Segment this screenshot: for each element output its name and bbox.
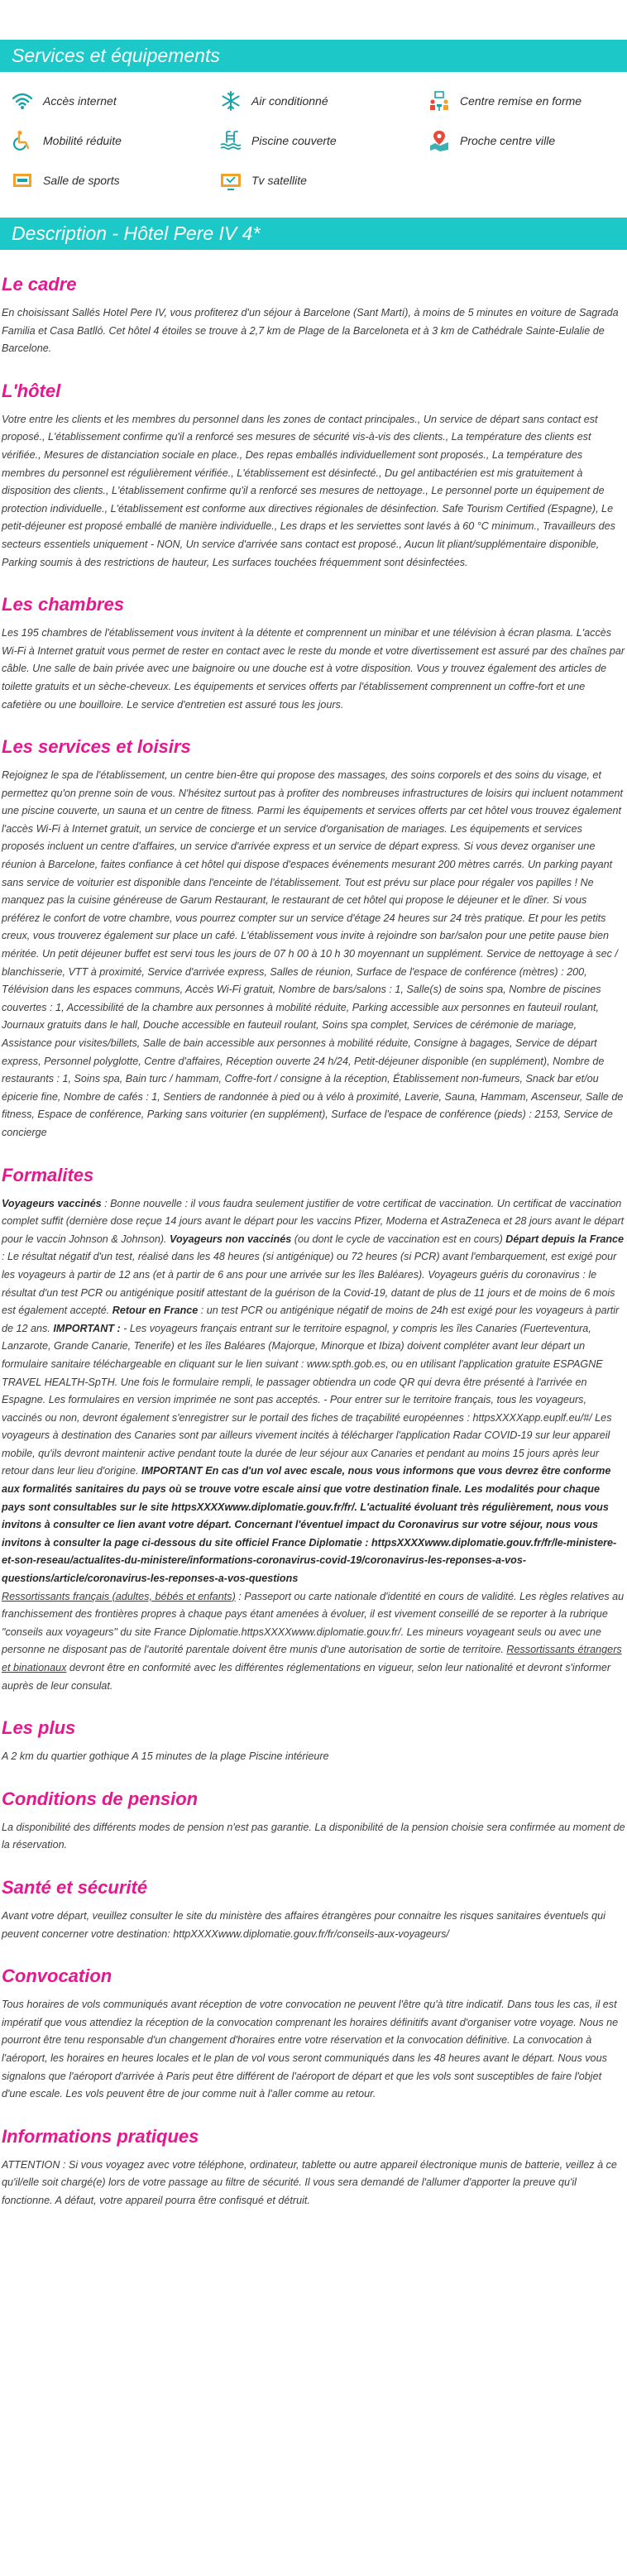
feature-satellite-tv xyxy=(218,166,427,194)
page xyxy=(0,40,627,2210)
feature-label: Accès internet xyxy=(43,94,117,108)
section-text-plus: A 2 km du quartier gothique A 15 minutes de la plage Piscine intérieure xyxy=(2,1750,329,1763)
feature-label: Piscine couverte xyxy=(251,134,337,147)
formalites-bold-vaccines: Voyageurs vaccinés xyxy=(2,1197,102,1209)
description-body xyxy=(0,273,627,2210)
meeting-room-icon xyxy=(427,89,452,113)
feature-internet xyxy=(10,87,218,115)
section-title-convocation: Convocation xyxy=(2,1966,112,1987)
section-text-sante: Avant votre départ, veuillez consulter le site du ministère des affaires étrangères pour connaitre les risques sanitaires éventuels qui peuvent concerner votre destination: httpXXXXwww.diplomatie.gouv.fr/fr/conseils-aux-voyageurs/ xyxy=(2,1909,605,1940)
formalites-bold-escale: IMPORTANT En cas d'un vol avec escale, nous vous informons que vous devrez être conforme aux formalités sanitaires du pays où se trouve votre escale ainsi que votre destination finale. Les modalités pour chaque pays sont consultables sur le site httpsXXXXwww.diplomatie.gouv.fr/fr/. L'actualité évoluant très régulièrement, nous vous invitons à consulter ce lien avant votre départ. Concernant l'éventuel impact du Coronavirus sur votre séjour, nous vous invitons à consulter la page ci-dessous du site officiel France Diplomatie : httpsXXXXwww.diplomatie.gouv.fr/fr/le-ministere-et-son-reseau/actualites-du-ministere/informations-coronavirus-covid-19/coronavirus-les-reponses-a-vos-questions/article/coronavirus-les-reponses-a-vos-questions xyxy=(2,1465,617,1585)
feature-gym xyxy=(10,166,218,194)
wheelchair-icon xyxy=(10,128,35,153)
tv-icon xyxy=(218,168,243,193)
formalites-text: : un test PCR ou antigénique négatif de moins de 24h est exigé pour les voyageurs à partir de 12 ans. xyxy=(2,1305,620,1334)
formalites-text: : Le résultat négatif d'un test, réalisé dans les 48 heures (si antigénique) ou 72 heures (si PCR) avant l'embarquement, est exigé pour les voyageurs à partir de 12 ans (et à partir de 6 ans pour une arrivée sur les îles Baléares). Voyageurs guéris du coronavirus : le résultat d'un test PCR ou antigénique positif attestant de la guérison de la Covid-19, datant de plus de 11 jours et de moins de 6 mois est également accepté. xyxy=(2,1251,617,1317)
feature-label: Salle de sports xyxy=(43,174,120,187)
section-text-convocation: Tous horaires de vols communiqués avant réception de votre convocation ne peuvent l'être qu'à titre indicatif. Dans tous les cas, il est impératif que vous attendiez la réception de la convocation comprenant les horaires définitifs avant d'organiser votre voyage. Nous ne pourront être tenu responsable d'un changement d'horaires entre votre réservation et la convocation définitive. La convocation à l'aéroport, les horaires en heures locales et le plan de vol vous seront communiqués dans les 48 heures avant le départ. Nous vous signalons que l'aéroport d'arrivée à Paris peut être différent de l'aéroport de départ et que les vols sont susceptibles de faire l'objet d'une escale. Les vols peuvent être de jour comme nuit à l'aller comme au retour. xyxy=(2,1999,619,2100)
formalites-text: - Les voyageurs français entrant sur le territoire espagnol, y compris les îles Canaries (Fuerteventura, Lanzarote, Grande Canarie, Tenerife) et les îles Baléares (Majorque, Minorque et Ibiza) doivent compléter avant leur départ un formulaire sanitaire téléchargeable en cliquant sur le lien suivant : www.spth.gob.es, ou en utilisant l'application gratuite ESPAGNE TRAVEL HEALTH-SpTH. Une fois le formulaire rempli, le passager obtiendra un code QR qui devra être présenté à l'arrivée en Espagne. Les formulaires en version imprimée ne sont pas acceptés. - Pour entrer sur le territoire français, tous les voyageurs, vaccinés ou non, devront également s'enregistrer sur le portail des fiches de traçabilité européennes : httpsXXXXapp.euplf.eu/#/ Les voyageurs à destination des Canaries sont par ailleurs vivement incités à télécharger l'application Radar COVID-19 sur leur appareil mobile, qu'ils devront maintenir active pendant toute la durée de leur séjour aux Canaries et pendant au moins 15 jours après leur retour dans leur lieu d'origine. xyxy=(2,1322,612,1477)
formalites-underline-francais: Ressortissants français (adultes, bébés et enfants) xyxy=(2,1590,236,1602)
formalites-bold-depart: Départ depuis la France xyxy=(505,1233,625,1245)
feature-label: Centre remise en forme xyxy=(460,94,582,108)
formalites-bold-important: IMPORTANT : xyxy=(53,1322,121,1334)
snowflake-icon xyxy=(218,89,243,113)
section-text-pratiques: ATTENTION : Si vous voyagez avec votre téléphone, ordinateur, tablette ou autre appareil électronique munis de batterie, veillez à ce qu'il/elle soit chargé(e) lors de votre passage au filtre de sécurité. Il vous sera demandé de l'allumer d'apporter la preuve qu'il fonctionne. A défaut, votre appareil pourra être confisqué et détruit. xyxy=(2,2158,617,2206)
section-title-pratiques: Informations pratiques xyxy=(2,2125,199,2147)
section-text-formalites xyxy=(0,1195,627,1696)
description-header: Description - Hôtel Pere IV 4* xyxy=(0,218,627,250)
section-text-services: Rejoignez le spa de l'établissement, un centre bien-être qui propose des massages, des soins corporels et des soins du visage, et permettez qu'on prenne soin de vous. N'hésitez surtout pas à profiter des nombreuses infrastructures de loisirs qui incluent notamment une piscine couverte, un sauna et un centre de fitness. Parmi les équipements et services offerts par cet hôtel vous trouvez également l'accès Wi-Fi à Internet gratuit, un service de concierge et un service d'organisation de mariages. Les équipements et services proposés incluent un centre d'affaires, un service d'arrivée express et un service de départ express. Si vous devez organiser une réunion à Barcelone, faites confiance à cet hôtel qui dispose d'espaces événements mesurant 200 mètres carrés. Un parking payant sans service de voiturier est disponible dans l'enceinte de l'établissement. Tout est prévu sur place pour régaler vos papilles ! Ne manquez pas la cuisine généreuse de Garum Restaurant, le restaurant de cet hôtel qui propose le déjeuner et le dîner. Si vous préférez le confort de votre chambre, vous pourrez compter sur un service d'étage 24 heures sur 24 très pratique. Et pour les petits creux, vous trouverez également sur place un café. L'établissement vous invite à rejoindre son bar/salon pour une petite pause bien méritée. Un petit déjeuner buffet est servi tous les jours de 07 h 00 à 10 h 30 moyennant un supplément. Service de nettoyage à sec / blanchisserie, VTT à proximité, Service d'arrivée express, Salles de réunion, Surface de l'espace de conférence (mètres) : 200, Télévision dans les espaces communs, Accès Wi-Fi gratuit, Nombre de bars/salons : 1, Salle(s) de soins spa, Nombre de piscines couvertes : 1, Accessibilité de la chambre aux personnes à mobilité réduite, Parking accessible aux personnes en fauteuil roulant, Journaux gratuits dans le hall, Douche accessible en fauteuil roulant, Soins spa complet, Services de cérémonie de mariage, Assistance pour visites/billets, Salle de bain accessible aux personnes à mobilité réduite, Consigne à bagages, Service de départ express, Personnel polyglotte, Centre d'affaires, Réception ouverte 24 h/24, Petit-déjeuner disponible (en supplément), Nombre de restaurants : 1, Soins spa, Bain turc / hammam, Coffre-fort / consigne à la réception, Établissement non-fumeurs, Snack bar et/ou épicerie fine, Nombre de cafés : 1, Sentiers de randonnée à pied ou à vélo à proximité, Laverie, Sauna, Hammam, Ascenseur, Salle de fitness, Espace de conférence, Parking sans voiturier (en supplément), Surface de l'espace de conférence (pieds) : 2153, Service de concierge xyxy=(2,769,624,1138)
feature-label: Mobilité réduite xyxy=(43,134,122,147)
feature-label: Tv satellite xyxy=(251,174,307,187)
section-title-sante: Santé et sécurité xyxy=(2,1876,148,1898)
formalites-bold-non-vaccines: Voyageurs non vaccinés xyxy=(170,1233,292,1245)
formalites-text: (ou dont le cycle de vaccination est en cours) xyxy=(291,1233,506,1245)
section-text-pension: La disponibilité des différents modes de pension n'est pas garantie. La disponibilité de la pension choisie sera confirmée au moment de la réservation. xyxy=(2,1821,625,1851)
section-title-chambres: Les chambres xyxy=(2,594,124,615)
formalites-underline-etrangers: Ressortissants étrangers et binationaux xyxy=(2,1644,622,1673)
formalites-text: : Passeport ou carte nationale d'identité en cours de validité. Les règles relatives au franchissement des frontières propres à chaque pays étant amenées à évoluer, il est vivement conseillé de se reporter à la rubrique "conseils aux voyageurs" du site France Diplomatie.httpsXXXXwww.diplomatie.gouv.fr/. Les mineurs voyageant seuls ou avec une personne ne disposant pas de l'autorité parentale doivent être munis d'une autorisation de sortie de territoire. xyxy=(2,1590,625,1656)
map-pin-icon xyxy=(427,128,452,153)
services-header: Services et équipements xyxy=(0,40,627,72)
feature-reduced-mobility xyxy=(10,127,218,155)
feature-indoor-pool xyxy=(218,127,427,155)
feature-fitness-center xyxy=(427,87,627,115)
formalites-bold-retour: Retour en France xyxy=(112,1305,199,1317)
feature-air-conditioning xyxy=(218,87,427,115)
section-title-services: Les services et loisirs xyxy=(2,736,191,758)
gym-icon xyxy=(10,168,35,193)
section-title-plus: Les plus xyxy=(2,1717,76,1739)
section-text-hotel: Votre entre les clients et les membres du personnel dans les zones de contact principales., Un service de départ sans contact est proposé., L'établissement confirme qu'il a renforcé ses mesures de sécurité vis-à-vis des clients., La température des clients est vérifiée., Mesures de distanciation sociale en place., Des repas emballés individuellement sont proposés., La température des membres du personnel est régulièrement vérifiée., L'établissement est désinfecté., Du gel antibactérien est mis gratuitement à disposition des clients., L'établissement confirme qu'il a renforcé ses mesures de nettoyage., Le personnel porte un équipement de protection individuelle., L'établissement est conforme aux directives régionales de désinfection. Safe Tourism Certified (Espagne), Le petit-déjeuner est proposé emballé de manière individuelle., Les draps et les serviettes sont lavés à 60 °C minimum., Travailleurs des secteurs essentiels uniquement - NON, Un service d'arrivée sans contact est proposé., Aucun lit pliant/supplémentaire disponible, Parking soumis à des restrictions de hauteur, Les surfaces touchées fréquemment sont désinfectées. xyxy=(2,413,615,568)
section-text-chambres: Les 195 chambres de l'établissement vous invitent à la détente et comprennent un minibar et une télévision à écran plasma. L'accès Wi-Fi à Internet gratuit vous permet de rester en contact avec le reste du monde et votre divertissement est assuré par des chaînes par câble. Une salle de bain privée avec une baignoire ou une douche est à votre disposition. Vous y trouvez également des articles de toilette gratuits et un sèche-cheveux. Les équipements et services offerts par l'établissement comprennent un coffre-fort et une cafetière ou une bouilloire. Le service d'entretien est assuré tous les jours. xyxy=(2,627,625,711)
feature-near-city-center xyxy=(427,127,627,155)
feature-label: Air conditionné xyxy=(251,94,328,108)
wifi-icon xyxy=(10,89,35,113)
section-title-hotel: L'hôtel xyxy=(2,380,61,401)
formalites-text: devront être en conformité avec les différentes réglementations en vigueur, selon leur nationalité et devront s'informer auprès de leur consulat. xyxy=(2,1662,611,1692)
pool-icon xyxy=(218,128,243,153)
section-title-pension: Conditions de pension xyxy=(2,1788,199,1809)
features-grid xyxy=(0,72,627,199)
section-title-formalites: Formalites xyxy=(2,1164,94,1185)
feature-label: Proche centre ville xyxy=(460,134,556,147)
section-text-cadre: En choisissant Sallés Hotel Pere IV, vous profiterez d'un séjour à Barcelone (Sant Martí), à moins de 5 minutes en voiture de Sagrada Familia et Casa Batlló. Cet hôtel 4 étoiles se trouve à 2,7 km de Plage de la Barceloneta et à 3 km de Cathédrale Sainte-Eulalie de Barcelone. xyxy=(2,307,619,355)
formalites-text: : Bonne nouvelle : il vous faudra seulement justifier de votre certificat de vaccination. Un certificat de vaccination complet suffit (dernière dose reçue 14 jours avant le départ pour les vaccins Pfizer, Moderna et AstraZeneca et 28 jours avant le départ pour le vaccin Johnson & Johnson). xyxy=(2,1197,625,1245)
section-title-cadre: Le cadre xyxy=(2,274,77,294)
